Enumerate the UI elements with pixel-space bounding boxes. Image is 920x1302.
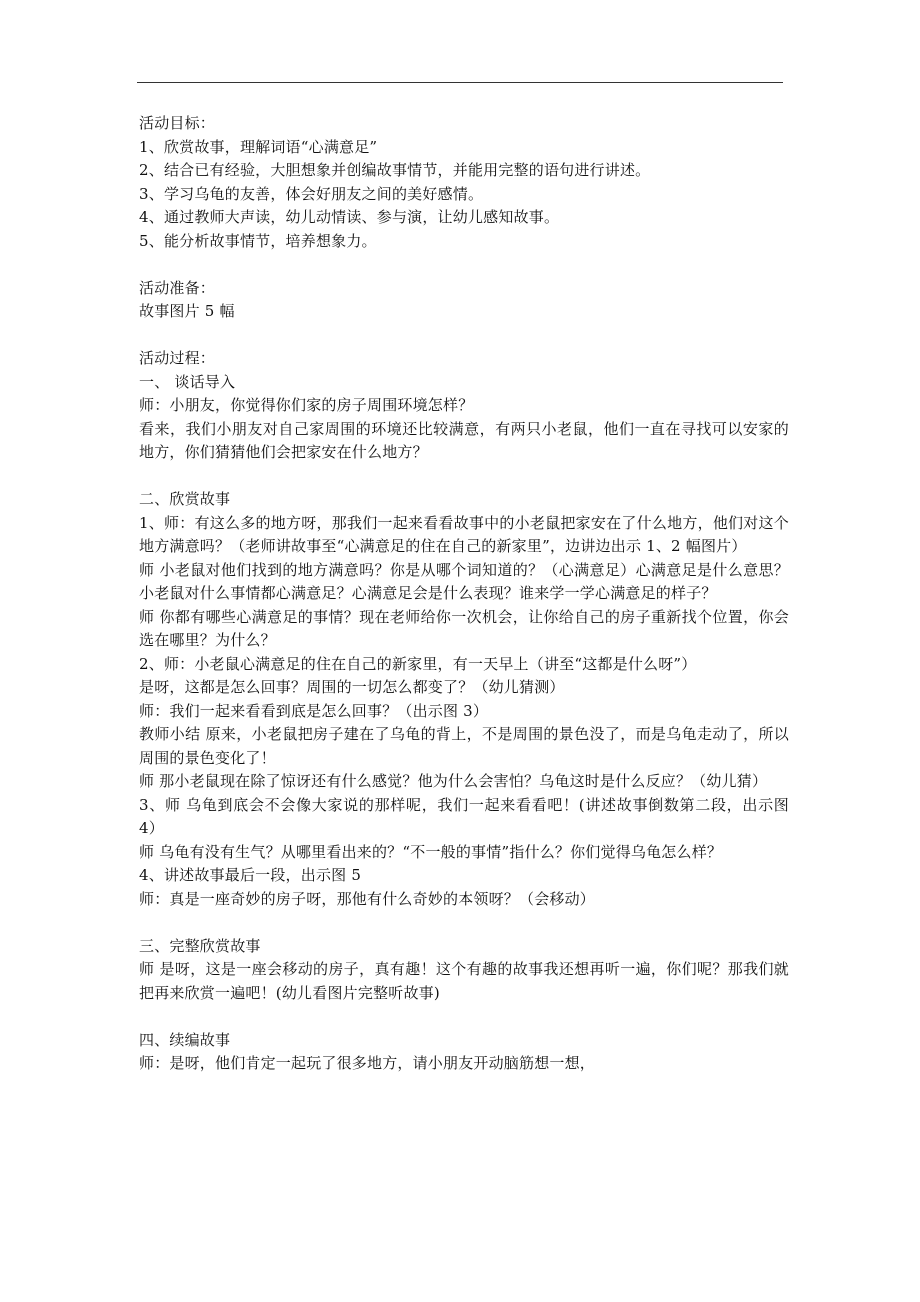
spacer <box>139 253 789 277</box>
step-2-paragraph: 教师小结 原来，小老鼠把房子建在了乌龟的背上，不是周围的景色没了，而是乌龟走动了，所以周围的景色变化了！ <box>139 725 789 767</box>
step-3-title: 三、完整欣赏故事 <box>139 936 261 955</box>
step-2-title: 二、欣赏故事 <box>139 490 231 508</box>
step-2-paragraph: 2、师：小老鼠心满意足的住在自己的新家里，有一天早上（讲至“这都是什么呀”） <box>139 654 697 673</box>
goals-heading: 活动目标： <box>139 114 216 132</box>
step-2-paragraph: 师 乌龟有没有生气？从哪里看出来的？“不一般的事情”指什么？你们觉得乌龟怎么样？ <box>139 842 723 861</box>
step-2-paragraph: 师：真是一座奇妙的房子呀，那他有什么奇妙的本领呀？（会移动） <box>139 889 596 908</box>
goals-section <box>139 112 789 253</box>
step-4-title: 四、续编故事 <box>139 1030 231 1049</box>
step-2-paragraph: 是呀，这都是怎么回事？周围的一切怎么都变了？（幼儿猜测） <box>139 678 565 696</box>
prep-text: 故事图片 5 幅 <box>139 302 235 320</box>
step-2-paragraph: 师：我们一起来看看到底是怎么回事？（出示图 3） <box>139 701 489 720</box>
prep-heading: 活动准备： <box>139 278 216 297</box>
spacer <box>139 1005 789 1029</box>
goal-item-1: 1、欣赏故事，理解词语“心满意足” <box>139 137 378 156</box>
step-2-paragraph: 1、师：有这么多的地方呀，那我们一起来看看故事中的小老鼠把家安在了什么地方，他们对这个地方满意吗？（老师讲故事至“心满意足的住在自己的新家里”，边讲边出示 1、2 幅图片） <box>139 513 789 555</box>
process-heading: 活动过程： <box>139 349 216 367</box>
spacer <box>139 324 789 348</box>
header-rule <box>137 82 783 83</box>
step-4-paragraph: 师：是呀，他们肯定一起玩了很多地方，请小朋友开动脑筋想一想， <box>139 1054 596 1072</box>
step-2-paragraph: 4、讲述故事最后一段，出示图 5 <box>139 866 362 884</box>
step-1-paragraph: 师：小朋友，你觉得你们家的房子周围环境怎样？ <box>139 396 474 414</box>
step-2-paragraph: 师 你都有哪些心满意足的事情？现在老师给你一次机会，让你给自己的房子重新找个位置，你会选在哪里？为什么？ <box>139 607 789 649</box>
step-2-paragraph: 师 那小老鼠现在除了惊讶还有什么感觉？他为什么会害怕？乌龟这时是什么反应？（幼儿猜） <box>139 772 768 790</box>
goal-item-2: 2、结合已有经验，大胆想象并创编故事情节，并能用完整的语句进行讲述。 <box>139 161 651 179</box>
goal-item-4: 4、通过教师大声读，幼儿动情读、参与演，让幼儿感知故事。 <box>139 208 560 226</box>
process-section <box>139 347 789 1076</box>
prep-section <box>139 277 789 324</box>
spacer <box>139 911 789 935</box>
step-2-paragraph: 师 小老鼠对他们找到的地方满意吗？你是从哪个词知道的？（心满意足）心满意足是什么意思？小老鼠对什么事情都心满意足？心满意足会是什么表现？谁来学一学心满意足的样子？ <box>139 560 789 602</box>
step-1-paragraph: 看来，我们小朋友对自己家周围的环境还比较满意，有两只小老鼠，他们一直在寻找可以安家的地方，你们猜猜他们会把家安在什么地方？ <box>139 419 789 461</box>
goal-item-5: 5、能分析故事情节，培养想象力。 <box>139 231 377 250</box>
spacer <box>139 465 789 489</box>
goal-item-3: 3、学习乌龟的友善，体会好朋友之间的美好感情。 <box>139 184 484 203</box>
document-body <box>139 112 789 1076</box>
step-3-paragraph: 师 是呀，这是一座会移动的房子，真有趣！这个有趣的故事我还想再听一遍，你们呢？那我们就把再来欣赏一遍吧！(幼儿看图片完整听故事) <box>139 960 789 1002</box>
step-2-paragraph: 3、师 乌龟到底会不会像大家说的那样呢，我们一起来看看吧！(讲述故事倒数第二段，出示图 4） <box>139 795 789 837</box>
step-1-title: 一、 谈话导入 <box>139 372 236 391</box>
